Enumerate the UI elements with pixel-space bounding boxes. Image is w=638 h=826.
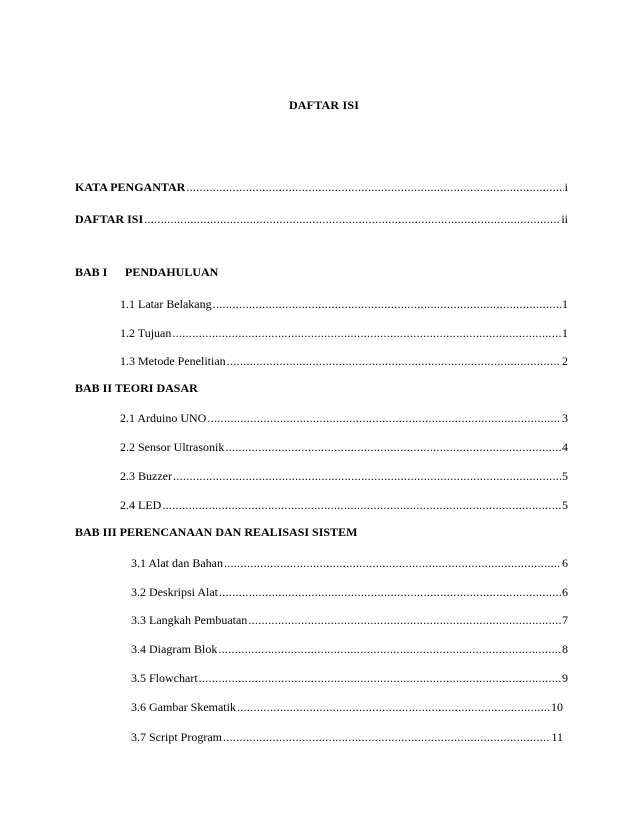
toc-entry-daftar-isi (75, 211, 568, 227)
toc-entry-label: DAFTAR ISI (75, 212, 144, 226)
dot-leader (173, 468, 561, 484)
dot-leader (213, 296, 561, 312)
toc-entry (120, 325, 568, 341)
toc-entry-label: 3.7 Script Program (131, 730, 222, 744)
toc-entry-label: 3.5 Flowchart (131, 671, 198, 685)
toc-entry-page: 5 (562, 498, 568, 512)
toc-entry-page: 7 (562, 613, 568, 627)
chapter-title: PENDAHULUAN (125, 265, 219, 279)
toc-entry-kata-pengantar (75, 179, 568, 195)
toc-entry-page: 6 (562, 556, 568, 570)
toc-entry-page: 8 (562, 642, 568, 656)
toc-entry (131, 555, 568, 571)
dot-leader (199, 670, 561, 686)
toc-entry-label: 1.1 Latar Belakang (120, 297, 212, 311)
toc-entry (120, 497, 568, 513)
toc-entry-page: 1 (562, 326, 568, 340)
toc-entry-label: 2.4 LED (120, 498, 162, 512)
toc-entry (120, 439, 568, 455)
toc-entry (131, 641, 568, 657)
toc-entry-page: 6 (562, 585, 568, 599)
toc-entry (131, 612, 568, 628)
dot-leader (237, 699, 550, 715)
toc-entry (120, 468, 568, 484)
toc-entry-label: 1.2 Tujuan (120, 326, 172, 340)
toc-entry (131, 670, 568, 686)
toc-entry-label: 2.3 Buzzer (120, 469, 172, 483)
toc-entry-label: 2.2 Sensor Ultrasonik (120, 440, 225, 454)
chapter-number: BAB I (75, 265, 108, 279)
toc-entry-page: 9 (562, 671, 568, 685)
chapter-heading-bab-3: BAB III PERENCANAAN DAN REALISASI SISTEM (75, 525, 358, 539)
dot-leader (225, 439, 561, 455)
page-title: DAFTAR ISI (288, 98, 360, 112)
toc-entry-page: 3 (562, 411, 568, 425)
toc-entry-page: 11 (551, 730, 563, 744)
toc-entry (120, 410, 568, 426)
dot-leader (248, 612, 561, 628)
chapter-heading-bab-1 (75, 264, 218, 280)
toc-entry-page: 2 (562, 354, 568, 368)
toc-entry-label: 2.1 Arduino UNO (120, 411, 207, 425)
toc-entry-label: 3.6 Gambar Skematik (131, 700, 236, 714)
toc-entry (131, 584, 568, 600)
toc-entry (131, 699, 563, 715)
toc-entry-label: 3.2 Deskripsi Alat (131, 585, 218, 599)
dot-leader (218, 641, 561, 657)
dot-leader (172, 325, 561, 341)
dot-leader (227, 353, 561, 369)
dot-leader (144, 211, 560, 227)
toc-entry (120, 353, 568, 369)
dot-leader (186, 179, 563, 195)
toc-entry-label: 3.3 Langkah Pembuatan (131, 613, 248, 627)
chapter-heading-bab-2: BAB II TEORI DASAR (75, 381, 198, 395)
toc-entry-page: 10 (551, 700, 563, 714)
dot-leader (224, 555, 561, 571)
toc-entry (120, 296, 568, 312)
dot-leader (207, 410, 561, 426)
toc-entry-page: ii (561, 212, 568, 226)
toc-entry-label: 3.1 Alat dan Bahan (131, 556, 223, 570)
toc-entry-label: KATA PENGANTAR (75, 180, 186, 194)
toc-entry-page: i (564, 180, 568, 194)
toc-entry-page: 1 (562, 297, 568, 311)
toc-entry (131, 729, 563, 745)
dot-leader (219, 584, 561, 600)
toc-entry-label: 3.4 Diagram Blok (131, 642, 218, 656)
toc-entry-page: 5 (562, 469, 568, 483)
dot-leader (162, 497, 561, 513)
toc-entry-page: 4 (562, 440, 568, 454)
toc-entry-label: 1.3 Metode Penelitian (120, 354, 226, 368)
dot-leader (223, 729, 550, 745)
